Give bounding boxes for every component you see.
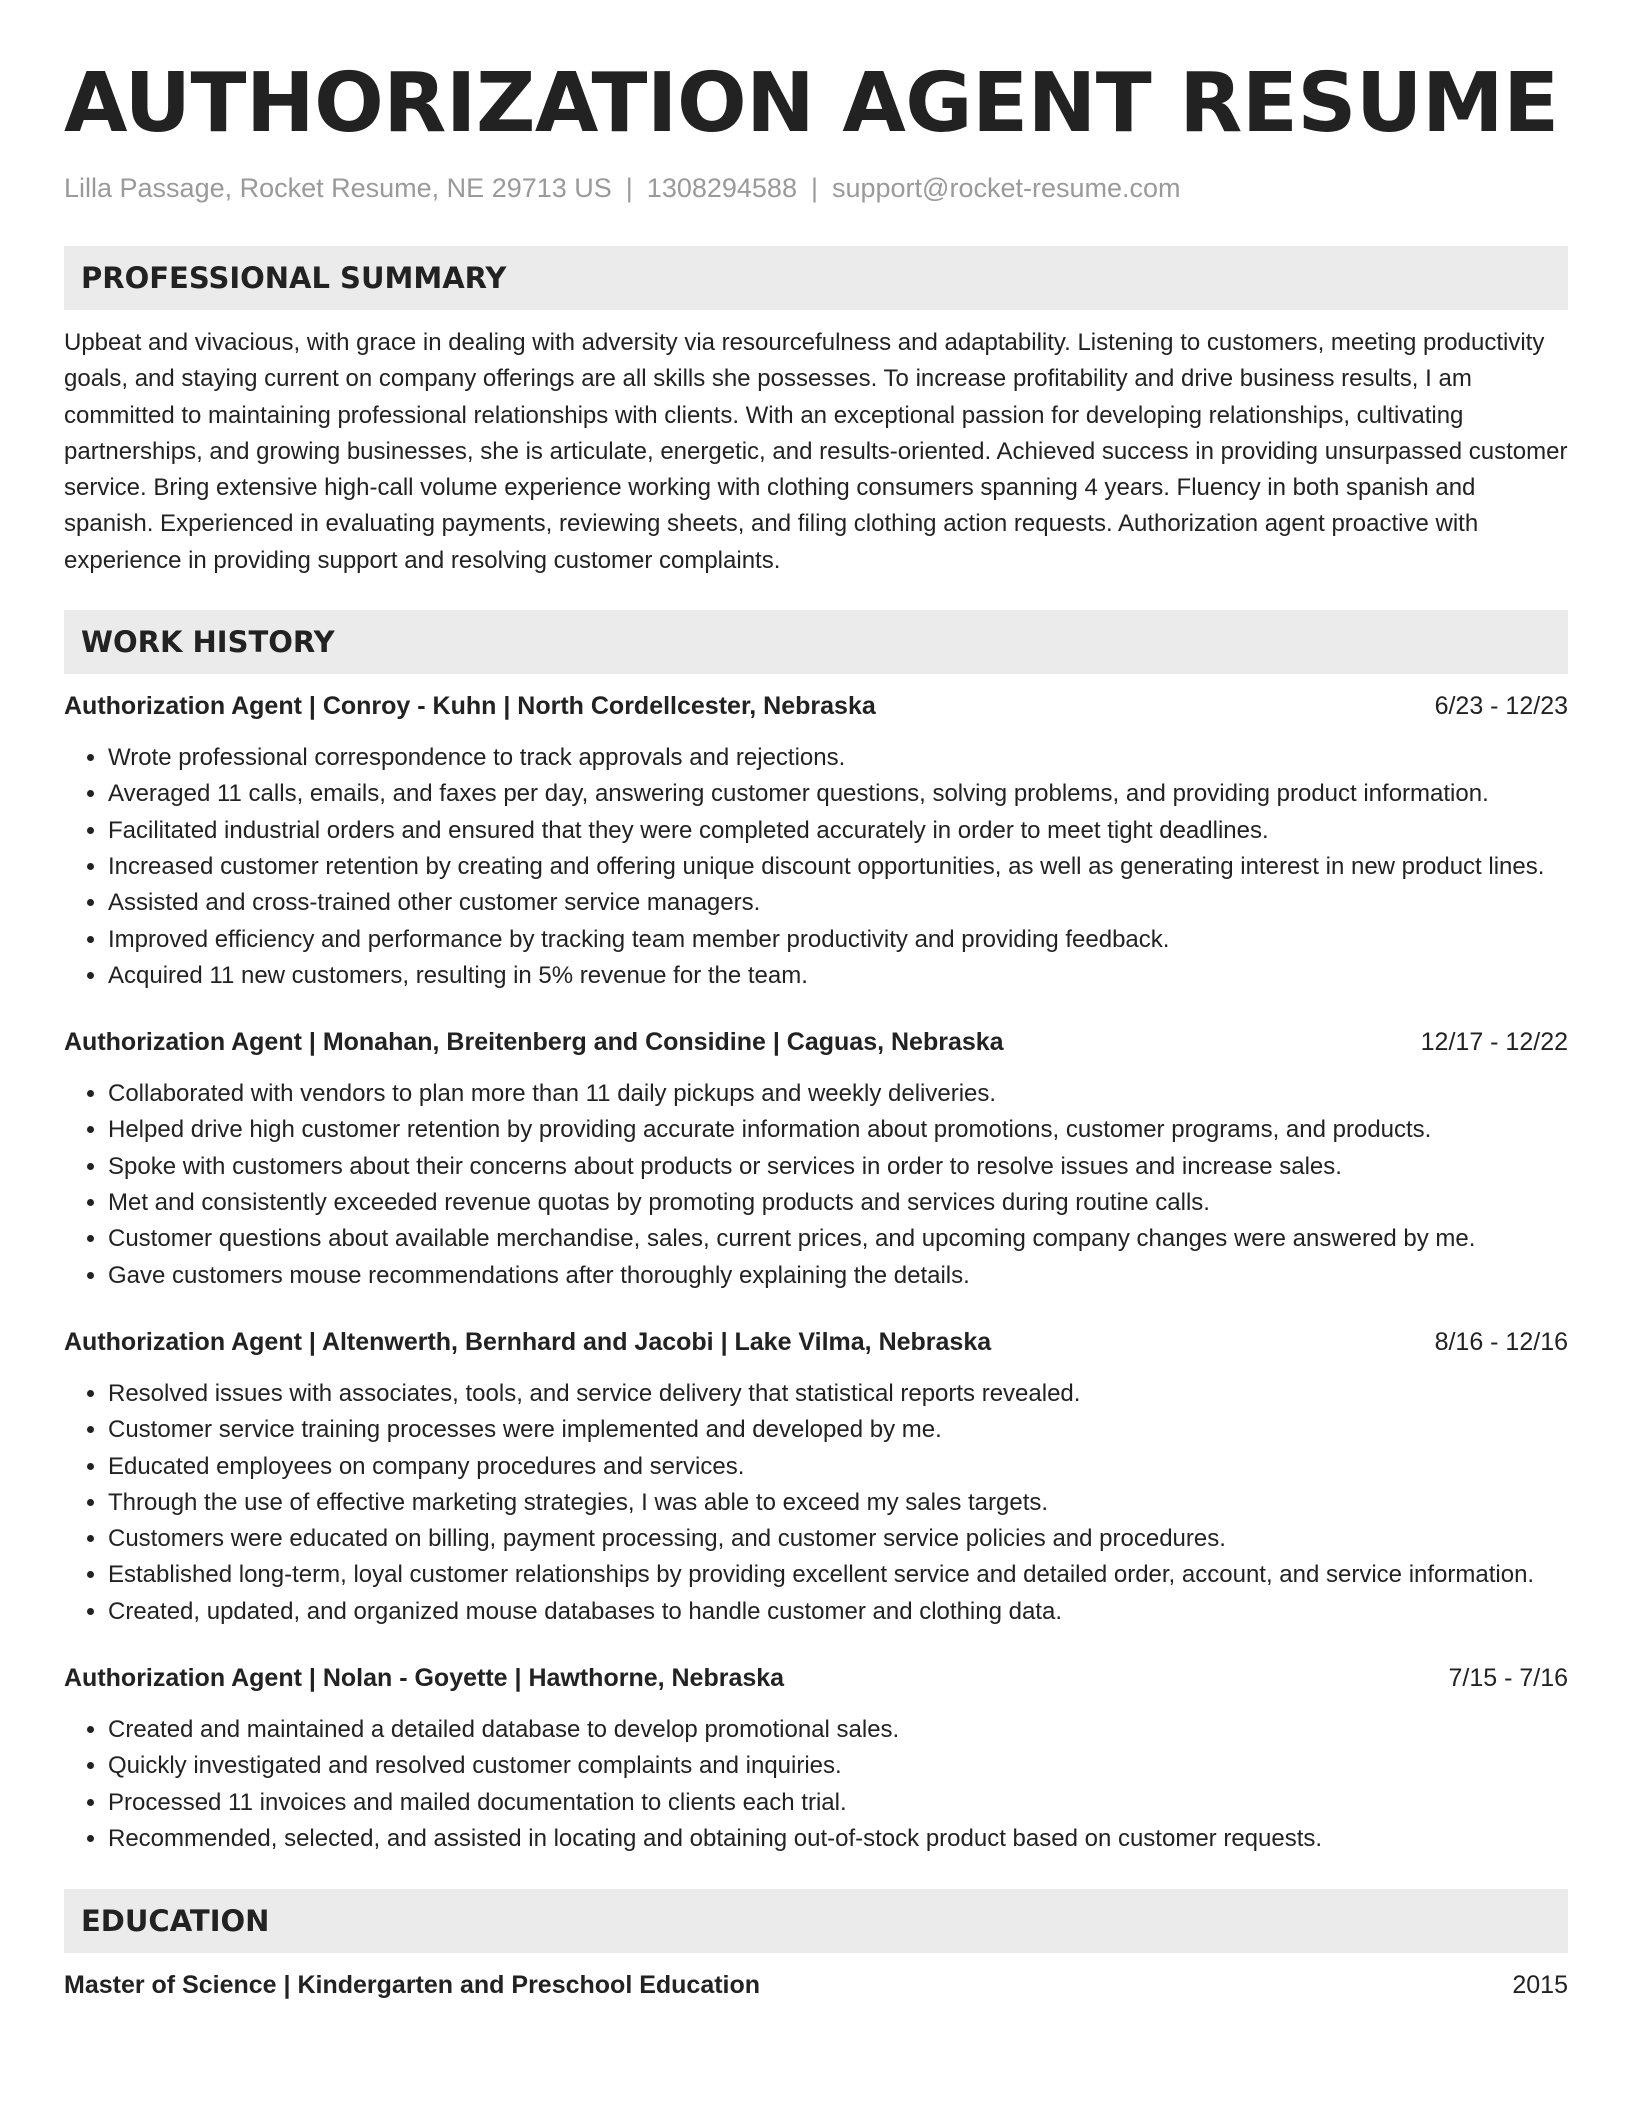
job-dates: 7/15 - 7/16 (1448, 1664, 1568, 1693)
job-bullet: • Recommended, selected, and assisted in locating and obtaining out-of-stock product based on customer requests. (108, 1821, 1568, 1857)
contact-separator: | (810, 173, 818, 203)
job-header (64, 1324, 1568, 1360)
job-bullet: • Increased customer retention by creating and offering unique discount opportunities, as well as generating interest in new product lines. (108, 849, 1568, 885)
contact-separator: | (625, 173, 633, 203)
job-bullet: • Resolved issues with associates, tools, and service delivery that statistical reports revealed. (108, 1376, 1568, 1412)
job-title: Authorization Agent | Monahan, Breitenberg and Considine | Caguas, Nebraska (64, 1028, 1004, 1057)
job-title: Authorization Agent | Nolan - Goyette | Hawthorne, Nebraska (64, 1664, 785, 1693)
job-bullet: • Collaborated with vendors to plan more than 11 daily pickups and weekly deliveries. (108, 1076, 1568, 1112)
job-title: Authorization Agent | Conroy - Kuhn | North Cordellcester, Nebraska (64, 692, 876, 721)
job-bullets (64, 1076, 1568, 1294)
job-bullets (64, 1376, 1568, 1630)
section-header-work-history: WORK HISTORY (64, 610, 1568, 674)
job-bullet: • Processed 11 invoices and mailed documentation to clients each trial. (108, 1785, 1568, 1821)
job-title: Authorization Agent | Altenwerth, Bernhard and Jacobi | Lake Vilma, Nebraska (64, 1327, 992, 1356)
job-bullets (64, 1712, 1568, 1857)
job-bullet: • Spoke with customers about their concerns about products or services in order to resolve issues and increase sales. (108, 1149, 1568, 1185)
contact-address: Lilla Passage, Rocket Resume, NE 29713 US (64, 173, 612, 203)
job-entry (64, 1324, 1568, 1630)
job-bullet: • Helped drive high customer retention by providing accurate information about promotions, customer programs, and products. (108, 1112, 1568, 1148)
job-bullet: • Educated employees on company procedures and services. (108, 1449, 1568, 1485)
job-bullet: • Met and consistently exceeded revenue quotas by promoting products and services during routine calls. (108, 1185, 1568, 1221)
education-entry (64, 1967, 1568, 2003)
section-header-summary: PROFESSIONAL SUMMARY (64, 246, 1568, 310)
job-bullet: • Created, updated, and organized mouse databases to handle customer and clothing data. (108, 1594, 1568, 1630)
job-entry (64, 688, 1568, 994)
job-bullet: • Facilitated industrial orders and ensured that they were completed accurately in order to meet tight deadlines. (108, 813, 1568, 849)
job-dates: 8/16 - 12/16 (1434, 1327, 1568, 1356)
education-year: 2015 (1512, 1971, 1568, 2000)
job-header (64, 1660, 1568, 1696)
job-bullet: • Acquired 11 new customers, resulting in 5% revenue for the team. (108, 958, 1568, 994)
job-bullet: • Gave customers mouse recommendations after thoroughly explaining the details. (108, 1258, 1568, 1294)
job-header (64, 1024, 1568, 1060)
contact-line (64, 170, 1568, 206)
work-history-list (64, 688, 1568, 1857)
section-header-education: EDUCATION (64, 1889, 1568, 1953)
job-bullet: • Wrote professional correspondence to track approvals and rejections. (108, 740, 1568, 776)
job-entry (64, 1660, 1568, 1857)
job-bullet: • Through the use of effective marketing strategies, I was able to exceed my sales targets. (108, 1485, 1568, 1521)
job-dates: 12/17 - 12/22 (1420, 1028, 1568, 1057)
job-bullet: • Assisted and cross-trained other customer service managers. (108, 885, 1568, 921)
contact-phone: 1308294588 (646, 173, 797, 203)
job-bullet: • Customer questions about available merchandise, sales, current prices, and upcoming company changes were answered by me. (108, 1221, 1568, 1257)
job-bullet: • Created and maintained a detailed database to develop promotional sales. (108, 1712, 1568, 1748)
summary-paragraph: Upbeat and vivacious, with grace in dealing with adversity via resourcefulness and adaptability. Listening to customers, meeting productivity goals, and staying current on company offerings are all skills she possesses. To increase profitability and drive business results, I am committed to maintaining professional relationships with clients. With an exceptional passion for developing relationships, cultivating partnerships, and growing businesses, she is articulate, energetic, and results-oriented. Achieved success in providing unsurpassed customer service. Bring extensive high-call volume experience working with clothing consumers spanning 4 years. Fluency in both spanish and spanish. Experienced in evaluating payments, reviewing sheets, and filing clothing action requests. Authorization agent proactive with experience in providing support and resolving customer complaints. (64, 329, 1568, 574)
job-entry (64, 1024, 1568, 1294)
job-bullet: • Averaged 11 calls, emails, and faxes per day, answering customer questions, solving problems, and providing product information. (108, 776, 1568, 812)
job-bullet: • Customer service training processes were implemented and developed by me. (108, 1412, 1568, 1448)
job-bullet: • Customers were educated on billing, payment processing, and customer service policies and procedures. (108, 1521, 1568, 1557)
resume-title: AUTHORIZATION AGENT RESUME (64, 56, 1559, 151)
job-dates: 6/23 - 12/23 (1434, 692, 1568, 721)
education-degree: Master of Science | Kindergarten and Preschool Education (64, 1971, 761, 2000)
job-bullet: • Improved efficiency and performance by tracking team member productivity and providing feedback. (108, 922, 1568, 958)
job-bullet: • Quickly investigated and resolved customer complaints and inquiries. (108, 1748, 1568, 1784)
job-bullet: • Established long-term, loyal customer relationships by providing excellent service and detailed order, account, and service information. (108, 1557, 1568, 1593)
contact-email: support@rocket-resume.com (831, 173, 1181, 203)
job-bullets (64, 740, 1568, 994)
job-header (64, 688, 1568, 724)
